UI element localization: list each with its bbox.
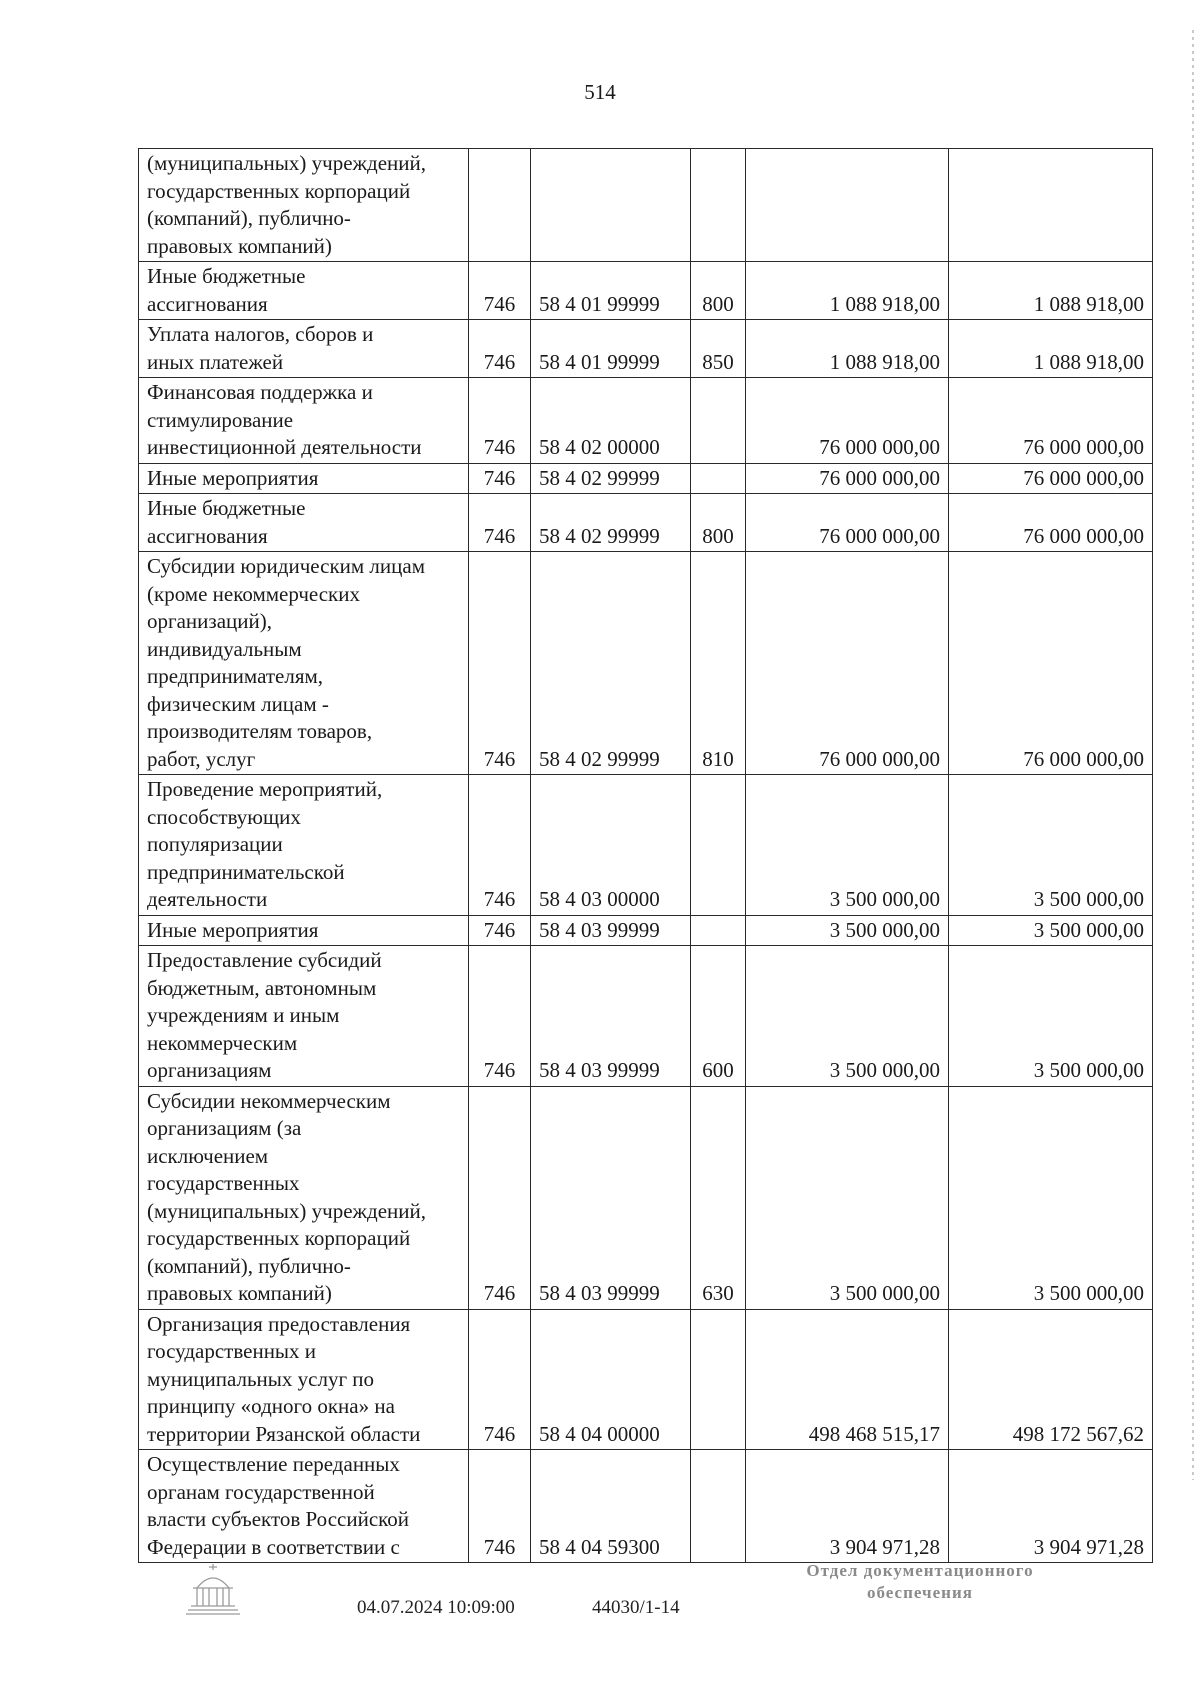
stamp-line-1: Отдел документационного: [806, 1561, 1034, 1580]
cell-grbs-code: 746: [469, 463, 531, 494]
cell-amount-2: 3 500 000,00: [949, 915, 1153, 946]
cell-target-article: 58 4 03 99999: [531, 946, 691, 1087]
duma-logo-icon: [183, 1560, 243, 1618]
cell-grbs-code: 746: [469, 378, 531, 464]
table-row: [139, 378, 1153, 464]
cell-expense-type: 800: [691, 494, 746, 552]
table-row: [139, 1309, 1153, 1450]
table-row: [139, 262, 1153, 320]
cell-target-article: 58 4 02 99999: [531, 463, 691, 494]
cell-amount-1: 76 000 000,00: [746, 463, 949, 494]
cell-name: Иные мероприятия: [139, 915, 469, 946]
cell-amount-2: 3 904 971,28: [949, 1450, 1153, 1563]
cell-amount-1: 3 500 000,00: [746, 1086, 949, 1309]
table-row: [139, 494, 1153, 552]
cell-amount-2: 3 500 000,00: [949, 1086, 1153, 1309]
cell-expense-type: 630: [691, 1086, 746, 1309]
cell-grbs-code: 746: [469, 915, 531, 946]
cell-amount-2: [949, 149, 1153, 262]
cell-name: (муниципальных) учреждений, государственных корпораций (компаний), публично- правовых компаний): [139, 149, 469, 262]
cell-grbs-code: 746: [469, 494, 531, 552]
cell-name: Иные бюджетные ассигнования: [139, 262, 469, 320]
cell-target-article: 58 4 04 59300: [531, 1450, 691, 1563]
table-row: [139, 1450, 1153, 1563]
cell-amount-2: 3 500 000,00: [949, 775, 1153, 916]
cell-expense-type: [691, 1309, 746, 1450]
cell-amount-2: 498 172 567,62: [949, 1309, 1153, 1450]
cell-amount-1: 76 000 000,00: [746, 378, 949, 464]
cell-amount-2: 1 088 918,00: [949, 262, 1153, 320]
cell-target-article: 58 4 03 99999: [531, 915, 691, 946]
cell-grbs-code: 746: [469, 1450, 531, 1563]
cell-amount-1: 76 000 000,00: [746, 494, 949, 552]
footer-document-number: 44030/1-14: [592, 1597, 680, 1618]
table-row: [139, 320, 1153, 378]
cell-grbs-code: 746: [469, 946, 531, 1087]
cell-name: Иные бюджетные ассигнования: [139, 494, 469, 552]
cell-amount-1: 76 000 000,00: [746, 552, 949, 775]
cell-target-article: 58 4 04 00000: [531, 1309, 691, 1450]
cell-grbs-code: 746: [469, 320, 531, 378]
cell-amount-1: 1 088 918,00: [746, 262, 949, 320]
department-stamp: [770, 1560, 1070, 1604]
table-row: [139, 946, 1153, 1087]
cell-expense-type: [691, 775, 746, 916]
table-row: [139, 552, 1153, 775]
cell-expense-type: 600: [691, 946, 746, 1087]
table-row: [139, 463, 1153, 494]
cell-amount-2: 76 000 000,00: [949, 552, 1153, 775]
cell-expense-type: 800: [691, 262, 746, 320]
cell-name: Финансовая поддержка и стимулирование инвестиционной деятельности: [139, 378, 469, 464]
cell-grbs-code: 746: [469, 552, 531, 775]
cell-expense-type: [691, 378, 746, 464]
cell-expense-type: [691, 915, 746, 946]
cell-amount-2: 3 500 000,00: [949, 946, 1153, 1087]
budget-table-body: [139, 149, 1153, 1563]
scan-edge-artifact: [1192, 30, 1194, 1480]
table-row: [139, 915, 1153, 946]
cell-target-article: 58 4 03 99999: [531, 1086, 691, 1309]
cell-target-article: 58 4 03 00000: [531, 775, 691, 916]
cell-name: Осуществление переданных органам государственной власти субъектов Российской Федерации в соответствии с: [139, 1450, 469, 1563]
page-number: 514: [584, 80, 616, 104]
cell-target-article: 58 4 01 99999: [531, 320, 691, 378]
cell-amount-2: 76 000 000,00: [949, 494, 1153, 552]
cell-expense-type: 810: [691, 552, 746, 775]
cell-amount-2: 76 000 000,00: [949, 378, 1153, 464]
footer-datetime: 04.07.2024 10:09:00: [357, 1597, 515, 1618]
cell-name: Проведение мероприятий, способствующих популяризации предпринимательской деятельности: [139, 775, 469, 916]
cell-target-article: [531, 149, 691, 262]
cell-amount-1: 3 904 971,28: [746, 1450, 949, 1563]
cell-expense-type: 850: [691, 320, 746, 378]
cell-amount-1: 3 500 000,00: [746, 915, 949, 946]
cell-target-article: 58 4 01 99999: [531, 262, 691, 320]
table-row: [139, 1086, 1153, 1309]
cell-expense-type: [691, 149, 746, 262]
cell-name: Организация предоставления государственных и муниципальных услуг по принципу «одного окна» на территории Рязанской области: [139, 1309, 469, 1450]
cell-name: Субсидии некоммерческим организациям (за исключением государственных (муниципальных) учреждений, государственных корпораций (компаний), публично- правовых компаний): [139, 1086, 469, 1309]
cell-expense-type: [691, 463, 746, 494]
cell-grbs-code: 746: [469, 262, 531, 320]
cell-name: Иные мероприятия: [139, 463, 469, 494]
cell-amount-1: 3 500 000,00: [746, 946, 949, 1087]
cell-grbs-code: [469, 149, 531, 262]
cell-name: Субсидии юридическим лицам (кроме некоммерческих организаций), индивидуальным предпринимателям, физическим лицам - производителям товаров, работ, услуг: [139, 552, 469, 775]
cell-amount-1: 498 468 515,17: [746, 1309, 949, 1450]
stamp-line-2: обеспечения: [867, 1583, 973, 1602]
table-row: [139, 149, 1153, 262]
cell-amount-2: 1 088 918,00: [949, 320, 1153, 378]
cell-grbs-code: 746: [469, 775, 531, 916]
cell-target-article: 58 4 02 99999: [531, 494, 691, 552]
table-row: [139, 775, 1153, 916]
cell-name: Уплата налогов, сборов и иных платежей: [139, 320, 469, 378]
cell-amount-1: [746, 149, 949, 262]
cell-amount-1: 3 500 000,00: [746, 775, 949, 916]
budget-table: [138, 148, 1153, 1563]
cell-grbs-code: 746: [469, 1086, 531, 1309]
cell-name: Предоставление субсидий бюджетным, автономным учреждениям и иным некоммерческим организациям: [139, 946, 469, 1087]
cell-expense-type: [691, 1450, 746, 1563]
cell-target-article: 58 4 02 00000: [531, 378, 691, 464]
cell-grbs-code: 746: [469, 1309, 531, 1450]
cell-target-article: 58 4 02 99999: [531, 552, 691, 775]
cell-amount-2: 76 000 000,00: [949, 463, 1153, 494]
cell-amount-1: 1 088 918,00: [746, 320, 949, 378]
